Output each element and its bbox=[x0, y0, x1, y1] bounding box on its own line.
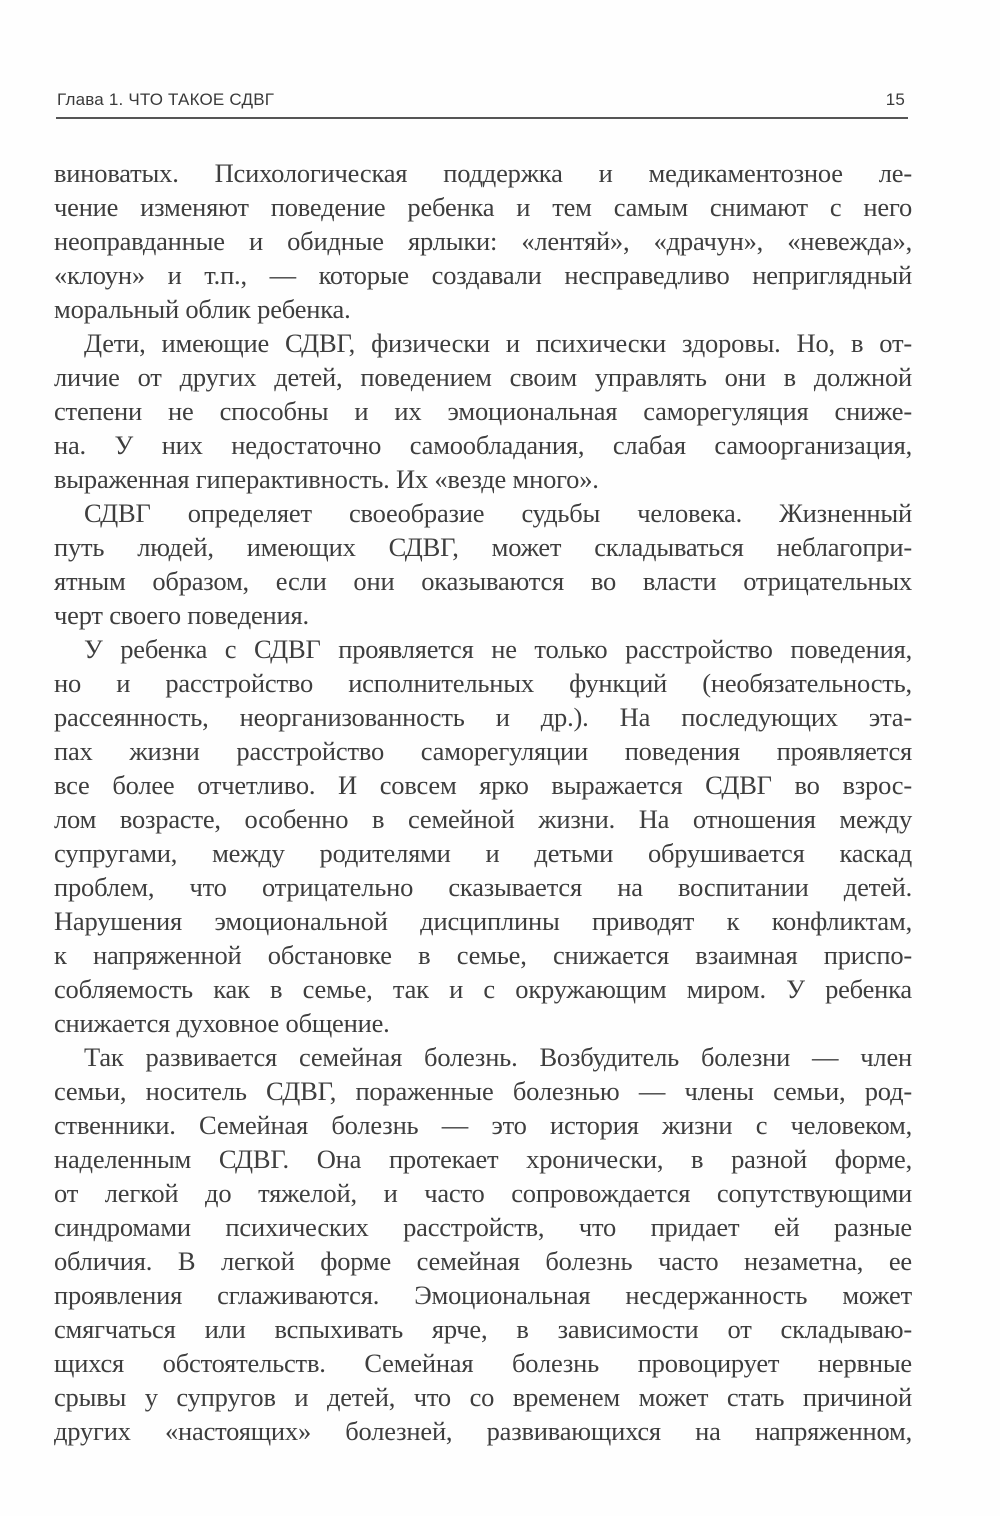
text-line: виноватых. Психологическая поддержка и медикаментозное ле- bbox=[54, 158, 912, 188]
text-line: синдромами психических расстройств, что придает ей разные bbox=[54, 1212, 912, 1242]
text-line: лом возрасте, особенно в семейной жизни. На отношения между bbox=[54, 804, 912, 834]
text-line: от легкой до тяжелой, и часто сопровождается сопутствующими bbox=[54, 1178, 912, 1208]
text-line: личие от других детей, поведением своим управлять они в должной bbox=[54, 362, 912, 392]
text-line: пах жизни расстройство саморегуляции поведения проявляется bbox=[54, 736, 912, 766]
paragraph bbox=[54, 1040, 912, 1448]
text-line: ятным образом, если они оказываются во власти отрицательных bbox=[54, 566, 912, 596]
text-line: наделенным СДВГ. Она протекает хронически, в разной форме, bbox=[54, 1144, 912, 1174]
paragraph bbox=[54, 632, 912, 1040]
page-header bbox=[57, 90, 905, 110]
text-line: степени не способны и их эмоциональная саморегуляция сниже- bbox=[54, 396, 912, 426]
page-number: 15 bbox=[885, 90, 905, 109]
text-line: других «настоящих» болезней, развивающихся на напряженном, bbox=[54, 1416, 912, 1446]
text-line: неоправданные и обидные ярлыки: «лентяй», «драчун», «невежда», bbox=[54, 226, 912, 256]
text-line: смягчаться или вспыхивать ярче, в зависимости от складываю- bbox=[54, 1314, 912, 1344]
text-line: Дети, имеющие СДВГ, физически и психически здоровы. Но, в от- bbox=[84, 328, 912, 358]
text-line: У ребенка с СДВГ проявляется не только расстройство поведения, bbox=[84, 634, 912, 664]
text-line: Так развивается семейная болезнь. Возбудитель болезни — член bbox=[84, 1042, 912, 1072]
text-line: снижается духовное общение. bbox=[54, 1008, 390, 1038]
text-line: рассеянность, неорганизованность и др.). На последующих эта- bbox=[54, 702, 912, 732]
text-line: супругами, между родителями и детьми обрушивается каскад bbox=[54, 838, 912, 868]
paragraph bbox=[54, 496, 912, 632]
text-line: чение изменяют поведение ребенка и тем самым снимают с него bbox=[54, 192, 912, 222]
text-line: «клоун» и т.п., — которые создавали несправедливо неприглядный bbox=[54, 260, 912, 290]
text-line: черт своего поведения. bbox=[54, 600, 309, 630]
text-line: но и расстройство исполнительных функций (необязательность, bbox=[54, 668, 912, 698]
text-line: проявления сглаживаются. Эмоциональная несдержанность может bbox=[54, 1280, 912, 1310]
text-line: СДВГ определяет своеобразие судьбы человека. Жизненный bbox=[84, 498, 912, 528]
text-line: Нарушения эмоциональной дисциплины приводят к конфликтам, bbox=[54, 906, 912, 936]
text-body bbox=[54, 156, 912, 1448]
text-line: путь людей, имеющих СДВГ, может складываться неблагопри- bbox=[54, 532, 912, 562]
text-line: на. У них недостаточно самообладания, слабая самоорганизация, bbox=[54, 430, 912, 460]
text-line: семьи, носитель СДВГ, пораженные болезнью — члены семьи, род- bbox=[54, 1076, 912, 1106]
chapter-title: Глава 1. ЧТО ТАКОЕ СДВГ bbox=[57, 90, 275, 109]
text-line: ственники. Семейная болезнь — это история жизни с человеком, bbox=[54, 1110, 912, 1140]
text-line: проблем, что отрицательно сказывается на воспитании детей. bbox=[54, 872, 912, 902]
text-line: выраженная гиперактивность. Их «везде много». bbox=[54, 464, 599, 494]
header-rule bbox=[56, 117, 908, 119]
text-line: к напряженной обстановке в семье, снижается взаимная приспо- bbox=[54, 940, 912, 970]
text-line: обличия. В легкой форме семейная болезнь часто незаметна, ее bbox=[54, 1246, 912, 1276]
text-line: собляемость как в семье, так и с окружающим миром. У ребенка bbox=[54, 974, 912, 1004]
text-line: щихся обстоятельств. Семейная болезнь провоцирует нервные bbox=[54, 1348, 912, 1378]
text-line: все более отчетливо. И совсем ярко выражается СДВГ во взрос- bbox=[54, 770, 912, 800]
paragraph bbox=[54, 156, 912, 326]
paragraph bbox=[54, 326, 912, 496]
text-line: срывы у супругов и детей, что со временем может стать причиной bbox=[54, 1382, 912, 1412]
text-line: моральный облик ребенка. bbox=[54, 294, 351, 324]
